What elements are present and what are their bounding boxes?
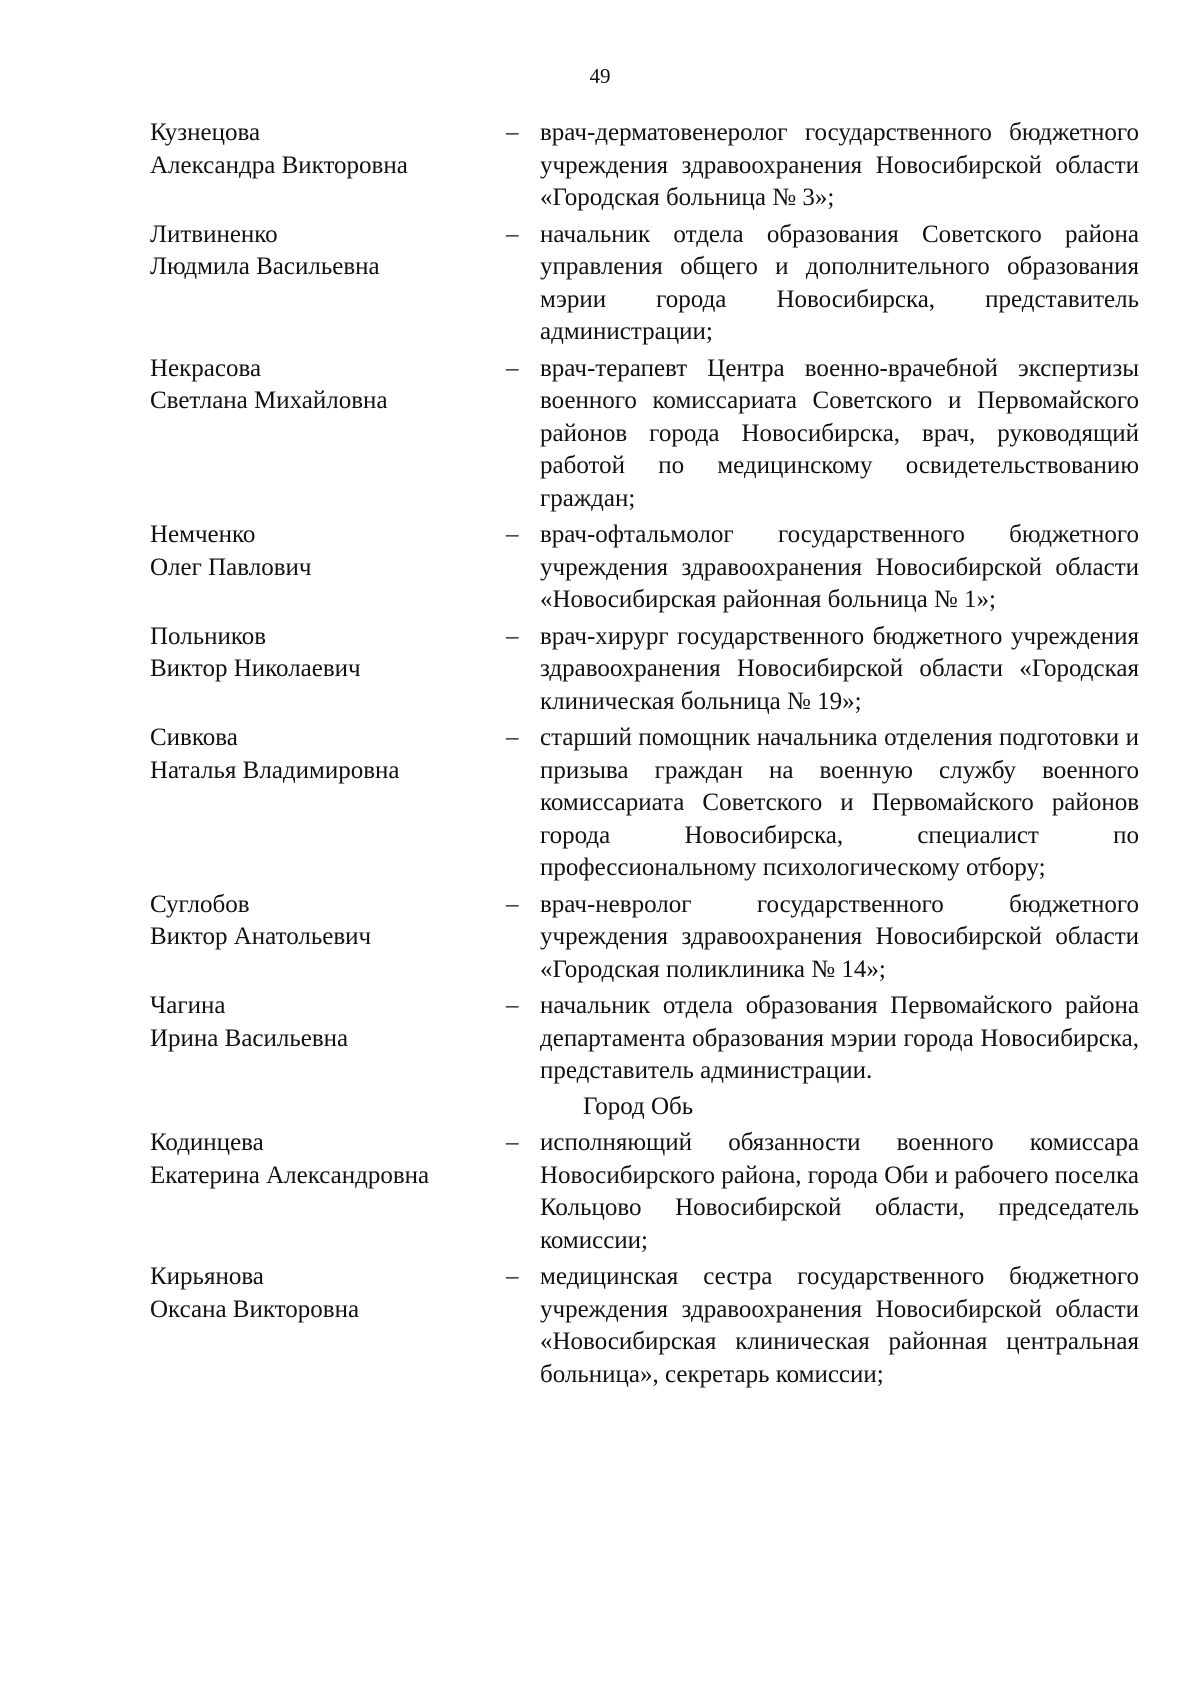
member-row — [150, 117, 1140, 215]
member-description: старший помощник начальника отделения подготовки и призыва граждан на военную службу военного комиссариата Советского и Первомайского районов города Новосибирска, специалист по профессиональному психологическому отбору; — [540, 724, 1139, 881]
dash-separator: – — [506, 622, 519, 650]
member-surname: Сивкова — [150, 724, 238, 751]
member-description: врач-терапевт Центра военно-врачебной экспертизы военного комиссариата Советского и Первомайского районов города Новосибирска, врач, руководящий работой по медицинскому освидетельствованию граждан; — [540, 354, 1139, 512]
member-given-names: Ирина Васильевна — [150, 1024, 349, 1052]
member-given-names: Людмила Васильевна — [150, 253, 380, 280]
member-description: начальник отдела образования Советского района управления общего и дополнительного образования мэрии города Новосибирска, представитель администрации; — [540, 220, 1139, 345]
member-surname: Литвиненко — [150, 220, 278, 248]
member-description: врач-невролог государственного бюджетного учреждения здравоохранения Новосибирской области «Городская поликлиника № 14»; — [540, 890, 1139, 983]
member-given-names: Светлана Михайловна — [150, 387, 388, 414]
member-given-names: Наталья Владимировна — [150, 756, 400, 784]
member-description: медицинская сестра государственного бюджетного учреждения здравоохранения Новосибирской области «Новосибирская клиническая районная центральная больница», секретарь комиссии; — [540, 1263, 1139, 1388]
member-row — [150, 219, 1140, 349]
member-row — [150, 1261, 1140, 1391]
member-name — [150, 990, 506, 1055]
member-name — [150, 1127, 506, 1192]
member-row — [150, 722, 1140, 885]
member-name — [150, 889, 506, 954]
member-surname: Чагина — [150, 992, 226, 1019]
member-name — [150, 219, 506, 284]
dash-separator: – — [506, 992, 519, 1019]
member-given-names: Виктор Анатольевич — [150, 923, 372, 950]
dash-separator: – — [506, 521, 519, 548]
member-surname: Кодинцева — [150, 1129, 264, 1156]
member-given-names: Оксана Викторовна — [150, 1295, 360, 1323]
section-heading: Город Обь — [583, 1092, 694, 1120]
dash-separator: – — [506, 354, 519, 382]
member-row — [150, 621, 1140, 719]
member-name — [150, 519, 506, 584]
member-name — [150, 353, 506, 418]
member-description: врач-офтальмолог государственного бюджетного учреждения здравоохранения Новосибирской области «Новосибирская районная больница № 1»; — [540, 521, 1139, 613]
member-description: начальник отдела образования Первомайского района департамента образования мэрии города Новосибирска, представитель администрации. — [540, 992, 1139, 1084]
dash-separator: – — [506, 220, 519, 248]
member-description: врач-дерматовенеролог государственного бюджетного учреждения здравоохранения Новосибирской области «Городская больница № 3»; — [540, 119, 1139, 211]
member-given-names: Виктор Николаевич — [150, 655, 361, 682]
member-name — [150, 1261, 506, 1326]
member-row — [150, 1127, 1140, 1257]
member-given-names: Олег Павлович — [150, 553, 312, 581]
dash-separator: – — [506, 1263, 519, 1290]
dash-separator: – — [506, 724, 519, 751]
member-surname: Польников — [150, 622, 267, 650]
member-description: врач-хирург государственного бюджетного учреждения здравоохранения Новосибирской области «Городская клиническая больница № 19»; — [540, 622, 1139, 715]
dash-separator: – — [506, 890, 519, 918]
member-name — [150, 117, 506, 182]
member-given-names: Екатерина Александровна — [150, 1161, 430, 1189]
member-row — [150, 353, 1140, 516]
member-name — [150, 722, 506, 787]
member-surname: Кирьянова — [150, 1263, 264, 1290]
member-surname: Суглобов — [150, 890, 250, 918]
member-row — [150, 519, 1140, 617]
member-surname: Некрасова — [150, 354, 262, 382]
member-description: исполняющий обязанности военного комиссара Новосибирского района, города Оби и рабочего поселка Кольцово Новосибирской области, председатель комиссии; — [540, 1129, 1139, 1254]
dash-separator: – — [506, 1129, 519, 1156]
member-surname: Кузнецова — [150, 119, 261, 146]
member-given-names: Александра Викторовна — [150, 151, 408, 179]
member-name — [150, 621, 506, 686]
page-number: 49 — [589, 64, 611, 88]
dash-separator: – — [506, 119, 519, 146]
commission-member-list — [150, 117, 1140, 1391]
member-surname: Немченко — [150, 521, 256, 548]
member-row — [150, 889, 1140, 987]
member-row — [150, 990, 1140, 1088]
